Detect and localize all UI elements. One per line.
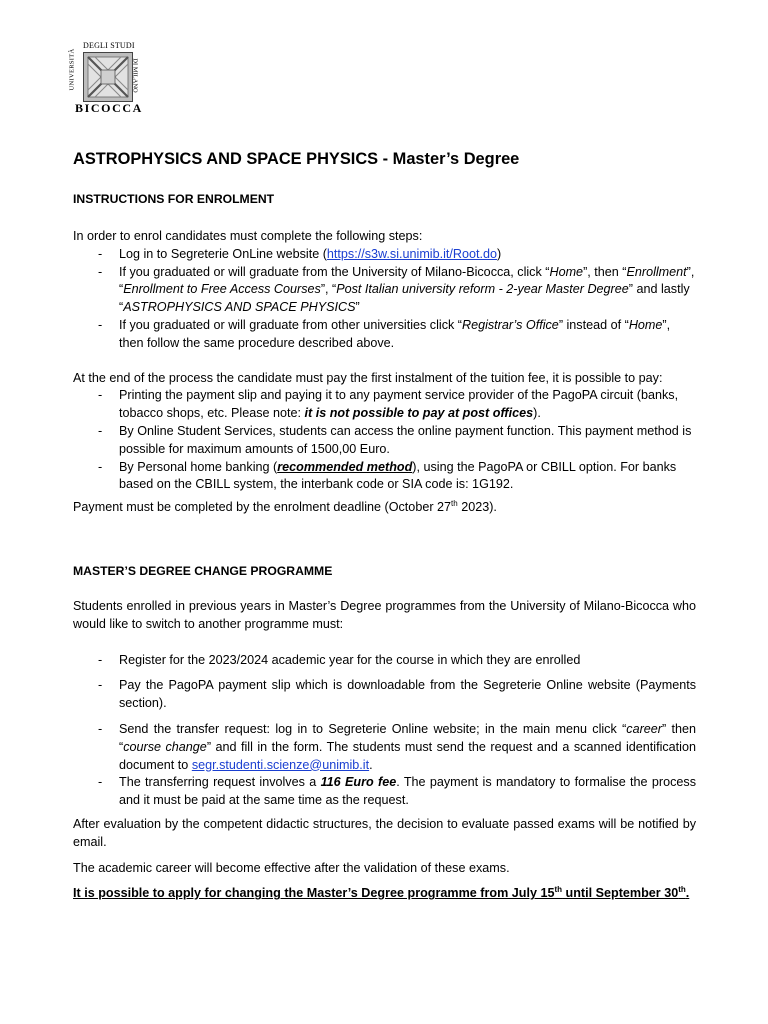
list-item: - By Personal home banking (recommended method), using the PagoPA or CBILL option. For banks based on the CBILL system, the interbank code or SIA code is: 1G192. [73,459,696,495]
segreterie-link[interactable]: https://s3w.si.unimib.it/Root.do [326,246,498,261]
logo-top-text: DEGLI STUDI [83,41,135,50]
list-item: - By Online Student Services, students can access the online payment function. This payment method is possible for maximum amounts of 1500,00 Euro. [73,423,696,459]
list-item: - The transferring request involves a 116 Euro fee. The payment is mandatory to formalise the process and it must be paid at the same time as the request. [73,774,696,810]
enrolment-steps [73,246,696,353]
logo-bottom-text: BICOCCA [75,101,143,115]
effective-text: The academic career will become effective after the validation of these exams. [73,860,510,875]
logo-emblem-icon [83,52,133,102]
list-item: - If you graduated or will graduate from the University of Milano-Bicocca, click “Home”, then “Enrollment”, “Enrollment to Free Access Courses”, “Post Italian university reform - 2-year Master Degree” and lastly “ASTROPHYSICS AND SPACE PHYSICS” [73,264,696,317]
document-title: ASTROPHYSICS AND SPACE PHYSICS - Master’s Degree [73,150,520,168]
logo-vertical-text: UNIVERSITÀ [68,48,76,91]
list-item: - Printing the payment slip and paying it to any payment service provider of the PagoPA circuit (banks, tobacco shops, etc. Please note: it is not possible to pay at post offices). [73,387,696,423]
list-item: - Send the transfer request: log in to Segreterie Online website; in the main menu click “career” then “course change” and fill in the form. The students must send the request and a scanned identification document to segr.studenti.scienze@unimib.it. [73,721,696,774]
list-item: - Register for the 2023/2024 academic year for the course in which they are enrolled [73,652,696,670]
enrolment-heading: INSTRUCTIONS FOR ENROLMENT [73,192,275,206]
payment-intro: At the end of the process the candidate must pay the first instalment of the tuition fee, it is possible to pay: [73,370,663,385]
logo-right-text: DI MILANO [131,58,139,93]
payment-methods [73,387,696,494]
deadline-text: Payment must be completed by the enrolment deadline (October 27th 2023). [73,499,497,515]
list-item: - If you graduated or will graduate from other universities click “Registrar’s Office” instead of “Home”, then follow the same procedure described above. [73,317,696,353]
list-item: - Log in to Segreterie OnLine website (https://s3w.si.unimib.it/Root.do) [73,246,696,264]
university-logo [68,41,145,118]
list-item: - Pay the PagoPA payment slip which is downloadable from the Segreterie Online website (Payments section). [73,677,696,713]
change-section [73,598,696,903]
change-intro: Students enrolled in previous years in Master’s Degree programmes from the University of Milano-Bicocca who would like to switch to another programme must: [73,599,696,631]
change-steps [73,652,696,810]
enrolment-section [73,228,696,517]
apply-period-text: It is possible to apply for changing the Master’s Degree programme from July 15th until September 30th. [73,885,690,901]
enrolment-intro: In order to enrol candidates must complete the following steps: [73,229,423,243]
change-heading: MASTER’S DEGREE CHANGE PROGRAMME [73,564,333,578]
email-link[interactable]: segr.studenti.scienze@unimib.it [191,757,370,772]
evaluation-text: After evaluation by the competent didactic structures, the decision to evaluate passed exams will be notified by email. [73,816,696,849]
